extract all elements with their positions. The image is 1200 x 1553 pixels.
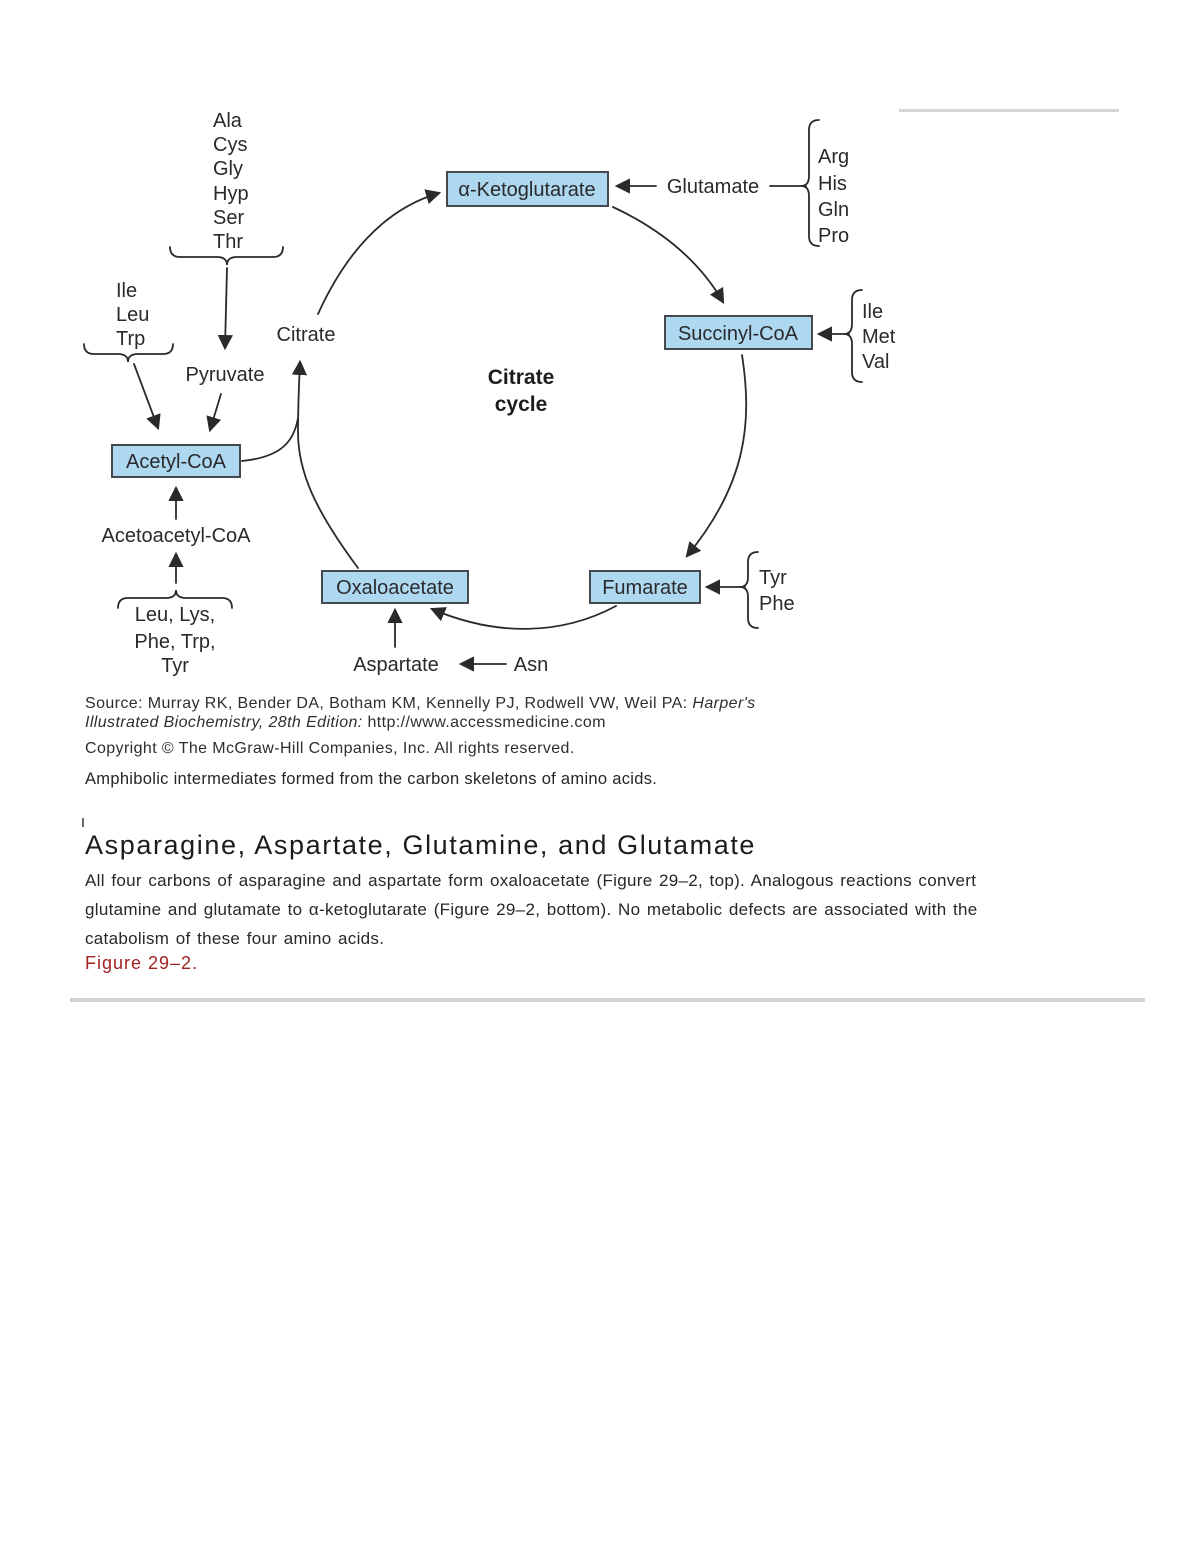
figure-caption: Amphibolic intermediates formed from the carbon skeletons of amino acids. (85, 770, 658, 788)
list-item: Gly (213, 158, 243, 180)
paragraph-line: glutamine and glutamate to α-ketoglutarate (Figure 29–2, bottom). No metabolic defects are associated with the (85, 900, 978, 919)
list-item: Phe, Trp, (134, 631, 216, 653)
source-text: Source: Murray RK, Bender DA, Botham KM, Kennelly PJ, Rodwell VW, Weil PA: (85, 695, 693, 712)
brace-fumarate-sources (740, 552, 758, 628)
acetyl-coa-sources-list (116, 280, 149, 350)
connector-acetylcoa-to-cycle (242, 418, 298, 461)
label-acetoacetyl-coa: Acetoacetyl-CoA (101, 525, 251, 547)
arrow-pyruvate-to-acetylcoa (210, 394, 221, 430)
label-alpha-ketoglutarate: α-Ketoglutarate (458, 179, 596, 201)
list-item: Ile (116, 280, 138, 302)
cycle-title-line1: Citrate (487, 366, 555, 389)
list-item: Cys (213, 134, 248, 156)
source-book-title-cont: Illustrated Biochemistry, 28th Edition: (85, 714, 363, 731)
list-item: Leu (116, 304, 150, 326)
label-citrate: Citrate (276, 324, 336, 346)
source-book-title: Harper's (692, 695, 756, 712)
brace-glutamate-sources (801, 120, 819, 246)
cursor-artifact (82, 818, 84, 827)
paragraph-line: catabolism of these four amino acids. (85, 929, 385, 948)
fumarate-sources-list (759, 567, 795, 615)
list-item: Phe (759, 593, 795, 615)
list-item: Pro (818, 225, 850, 247)
body-paragraph (85, 866, 1120, 953)
list-item: Ile (862, 301, 884, 323)
pyruvate-sources-list (213, 110, 249, 253)
brace-succinyl-sources (844, 290, 862, 382)
list-item: Gln (818, 199, 850, 221)
source-line-1 (85, 694, 865, 713)
label-fumarate: Fumarate (602, 577, 688, 599)
list-item: His (818, 173, 847, 195)
arrow-fumarate-to-oxaloacetate (432, 606, 616, 629)
section-heading: Asparagine, Aspartate, Glutamine, and Glutamate (85, 830, 757, 860)
label-oxaloacetate: Oxaloacetate (336, 577, 454, 599)
list-item: Tyr (759, 567, 787, 589)
glutamate-sources-list (818, 146, 849, 247)
arrow-citrate-to-ketoglutarate (318, 193, 439, 314)
label-aspartate: Aspartate (353, 654, 439, 676)
arrow-succinyl-to-fumarate (687, 355, 746, 556)
source-url: http://www.accessmedicine.com (362, 714, 606, 731)
list-item: Met (862, 326, 896, 348)
list-item: Val (862, 351, 890, 373)
arrow-ketoglutarate-to-succinyl (613, 207, 723, 302)
source-credit (85, 694, 865, 732)
cycle-title-line2: cycle (494, 393, 548, 416)
list-item: Trp (116, 328, 146, 350)
citrate-cycle-diagram (0, 0, 1200, 695)
list-item: Ala (213, 110, 242, 132)
list-item: Hyp (213, 183, 249, 205)
label-asn: Asn (513, 654, 549, 676)
arrow-ileleutrp-to-acetylcoa (134, 364, 158, 428)
list-item: Tyr (161, 655, 189, 677)
list-item: Ser (213, 207, 245, 229)
label-succinyl-coa: Succinyl-CoA (677, 323, 799, 345)
arrow-oxaloacetate-to-citrate (298, 362, 358, 568)
source-line-2 (85, 713, 865, 732)
figure-29-2-link[interactable]: Figure 29–2. (85, 953, 199, 973)
list-item: Arg (818, 146, 850, 168)
copyright-notice: Copyright © The McGraw-Hill Companies, Inc. All rights reserved. (85, 740, 575, 757)
label-pyruvate: Pyruvate (185, 364, 265, 386)
list-item: Thr (213, 231, 243, 253)
succinyl-coa-sources-list (862, 301, 896, 373)
bottom-divider (70, 998, 1145, 1002)
label-glutamate: Glutamate (666, 176, 760, 198)
acetoacetyl-coa-sources-list (134, 604, 215, 677)
label-acetyl-coa: Acetyl-CoA (125, 451, 227, 473)
arrow-sources-to-pyruvate (225, 268, 227, 348)
list-item: Leu, Lys, (134, 604, 216, 626)
paragraph-line: All four carbons of asparagine and aspartate form oxaloacetate (Figure 29–2, top). Analogous reactions convert (85, 871, 977, 890)
